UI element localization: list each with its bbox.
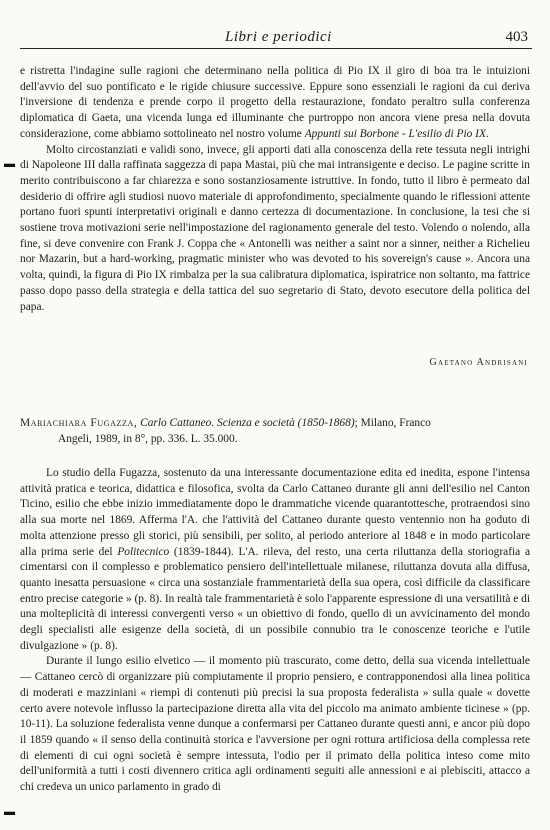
bibliographic-heading: Mariachiara Fugazza, Carlo Cattaneo. Scienza e società (1850-1868); Milano, Franco Angeli, 1989, in 8°, pp. 336. L. 35.000. <box>20 416 530 447</box>
reviewer-signature: Gaetano Andrisani <box>429 357 528 368</box>
review1-paragraph-1: e ristretta l'indagine sulle ragioni che determinano nella politica di Pio IX il giro di boa tra le intuizioni dell'avvio del suo pontificato e le rigide chiusure successive. Eppure sono essenziali le ragioni da cui deriva l'inversione di tendenza e prende corpo il progetto della restaurazione, fondato peraltro sulla conferenza diplomatica di Gaeta, una vicenda lunga ed illuminante che purtroppo non ancora viene presa nella dovuta considerazione, come abbiamo sottolineato nel nostro volume Appunti sui Borbone - L'esilio di Pio IX. <box>20 65 530 140</box>
page-number: 403 <box>505 29 528 45</box>
cited-volume-title: Appunti sui Borbone - L'esilio di Pio IX <box>304 127 486 140</box>
book-title: Carlo Cattaneo. Scienza e società (1850-1868) <box>140 417 355 429</box>
running-title: Libri e periodici <box>225 29 332 45</box>
review1-paragraph-2: Molto circostanziati e validi sono, invece, gli apporti dati alla conoscenza della rete tessuta negli intrighi di Napoleone III dalla raffinata saggezza di papa Mastai, più che mai intransigente e deciso. Le pagine scritte in merito contribuiscono a far chiarezza e sono sostanziosamente istruttive. In fondo, tutto il libro è permeato dal desiderio di offrire agli studiosi nuovo materiale di approfondimento, specialmente quando le riflessioni attente portano fuori spunti interpretativi originali e danno certezza di documentazione. In conclusione, la tesi che si sostiene trova motivazioni serie nell'impostazione del ragionamento generale del testo. Volendo o nolendo, alla fine, si deve convenire con Frank J. Coppa che « Antonelli was neither a saint nor a sinner, neither a Richelieu nor Mazarin, but a hard-working, pragmatic minister who was devoted to his sovereign's cause ». Ancora una volta, quindi, la figura di Pio IX rimbalza per la sua calibratura diplomatica, ispiratrice non soltanto, ma fattrice passo dopo passo della strategia e della tattica del suo segretario di Stato, devoto esecutore della politica del papa. <box>20 143 530 313</box>
review2-paragraph-1: Lo studio della Fugazza, sostenuto da una interessante documentazione edita ed inedita, espone l'intensa attività pratica e teorica, didattica e filosofica, svolta da Carlo Cattaneo durante gli anni dell'esilio nel Canton Ticino, esilio che ebbe inizio immediatamente dopo le drammatiche vicende quarantottesche, protraendosi sino alla sua morte nel 1869. Afferma l'A. che l'attività del Cattaneo durante questo ventennio non ha goduto di molta attenzione presso gli storici, più sensibili, per solito, al periodo anteriore al 1848 e in modo particolare alla prima serie del Politecnico (1839-1844). L'A. rileva, del resto, una certa riluttanza della storiografia a cimentarsi con il complesso e problematico pensiero dell'intellettuale milanese, riluttanza dovuta alla diffusa, quanto inesatta persuasione « circa una sostanziale frammentarietà della sua opera, così difficile da classificare entro precise categorie » (p. 8). In realtà tale frammentarietà è solo l'apparente espressione di una versatilità e di una molteplicità di interessi convergenti verso « un obiettivo di fondo, quello di un avvicinamento del mondo degli specialisti alle esigenze della società, di un possibile connubio tra le conoscenze teoriche e l'utile divulgazione » (p. 8). <box>20 467 530 652</box>
running-header <box>20 28 532 49</box>
margin-mark-icon: ▬ <box>4 158 15 170</box>
book-publication-details: Angeli, 1989, in 8°, pp. 336. L. 35.000. <box>58 432 238 445</box>
margin-mark-icon: ▬ <box>4 806 15 818</box>
review-fugazza-body <box>20 466 530 796</box>
journal-title: Politecnico <box>117 545 170 558</box>
book-author: Mariachiara Fugazza, <box>20 417 138 429</box>
review2-paragraph-2: Durante il lungo esilio elvetico — il momento più trascurato, come detto, della sua vicenda intellettuale — Cattaneo cercò di organizzare più compiutamente il proprio pensiero, e contrapponendosi alla linea politica di moderati e mazziniani « riempì di contenuti più precisi la sua proposta federalista » sulla quale « dovette certo avere notevole influsso la partecipazione diretta alla vita del piccolo ma animato ambiente ticinese » (pp. 10-11). La soluzione federalista venne dunque a confermarsi per Cattaneo durante questi anni, e ancor più dopo il 1859 quando « il senso della continuità storica e l'avversione per ogni rottura artificiosa della complessa rete di elementi di cui ogni società è sempre intessuta, l'odio per il primato della politica inteso come mito dell'uniformità a tutti i costi divennero critica agli ordinamenti seguiti alle annessioni e ai plebisciti, attacco a chi credeva un unico parlamento in grado di <box>20 655 530 794</box>
review-andrisani-body <box>20 64 530 315</box>
